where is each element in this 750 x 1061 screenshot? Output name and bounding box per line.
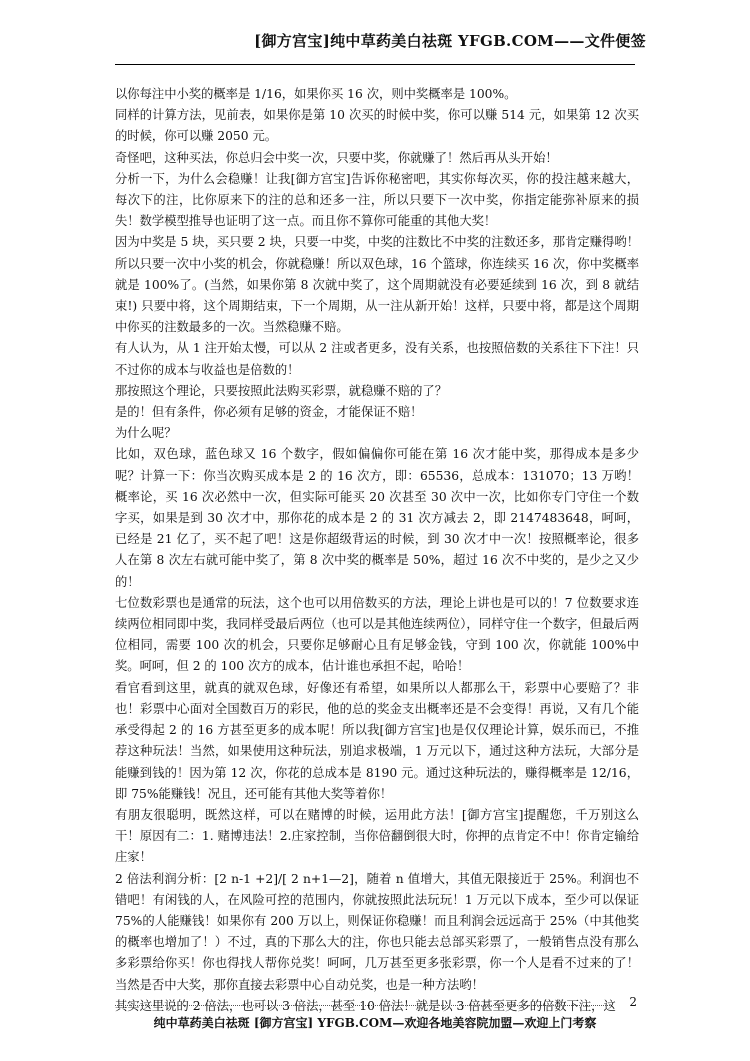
page-header: [御方宫宝]纯中草药美白祛斑 YFGB.COM——文件便签	[254, 32, 646, 50]
page-footer: 纯中草药美白祛斑 [御方宫宝] YFGB.COM—欢迎各地美容院加盟—欢迎上门考察	[153, 1016, 597, 1030]
paragraph: 奇怪吧，这种买法，你总归会中奖一次，只要中奖，你就赚了！然后再从头开始！	[115, 150, 558, 165]
document-body	[115, 84, 639, 1017]
paragraph: 2 倍法利润分析：[2 n-1 +2]/[ 2 n+1—2]，随着 n 值增大，其值无限接近于 25%。利润也不错吧！有闲钱的人，在风险可控的范围内，你就按照此法玩玩！1 万元以下成本，至少可以保证 75%的人能赚钱！如果你有 200 万以上，则保证你稳赚！而且利润会远远高于 25%（中其他奖的概率也增加了！）不过，真的下那么大的注，你也只能去总部买彩票了，一般销售点没有那么多彩票给你买！你也得找人帮你兑奖！呵呵，几万甚至更多张彩票，你一个人是看不过来的了！当然是否中大奖，那你直接去彩票中心自动兑奖，也是一种方法哟！	[115, 871, 639, 992]
paragraph: 以你每注中小奖的概率是 1/16，如果你买 16 次，则中奖概率是 100%。	[115, 87, 517, 101]
paragraph: 七位数彩票也是通常的玩法，这个也可以用倍数买的方法，理论上讲也是可以的！7 位数要求连续两位相同即中奖，我同样受最后两位（也可以是其他连续两位），同样守住一个数字，但最后两位相同，需要 100 次的机会，只要你足够耐心且有足够金钱，守到 100 次，你就能 100%中奖。呵呵，但 2 的 100 次方的成本，估计谁也承担不起，哈哈！	[115, 595, 639, 674]
page-number: 2	[629, 995, 637, 1009]
paragraph: 有人认为，从 1 注开始太慢，可以从 2 注或者更多，没有关系，也按照倍数的关系往下下注！只不过你的成本与收益也是倍数的！	[115, 341, 639, 377]
paragraph: 有朋友很聪明，既然这样，可以在赌博的时候，运用此方法！[御方宫宝]提醒您，千万别这么干！原因有二：1. 赌博违法！2.庄家控制，当你倍翻倒很大时，你押的点肯定不中！你肯定输给庄家！	[115, 807, 639, 865]
paragraph: 为什么呢？	[115, 426, 177, 441]
paragraph: 是的！但有条件，你必须有足够的资金，才能保证不赔！	[115, 405, 423, 420]
footer-divider	[115, 1005, 610, 1006]
paragraph: 因为中奖是 5 块，买只要 2 块，只要一中奖，中奖的注数比不中奖的注数还多，那肯定赚得哟！所以只要一次中小奖的机会，你就稳赚！所以双色球，16 个篮球，你连续买 16 次，你中奖概率就是 100%了。(当然，如果你第 8 次就中奖了，这个周期就没有必要延续到 16 次，到 8 就结束!) 只要中将，这个周期结束，下一个周期，从一注从新开始！这样，只要中将，都是这个周期中你买的注数最多的一次。当然稳赚不赔。	[115, 235, 639, 335]
paragraph: 比如，双色球，蓝色球又 16 个数字，假如偏偏你可能在第 16 次才能中奖，那得成本是多少呢？计算一下：你当次购买成本是 2 的 16 次方，即：65536，总成本：131070；13 万哟！概率论，买 16 次必然中一次，但实际可能买 20 次甚至 30 次中一次，比如你专门守住一个数字买，如果是到 30 次才中，那你花的成本是 2 的 31 次方减去 2，即 2147483648，呵呵，已经是 21 亿了，买不起了吧！这是你超级背运的时候，到 30 次才中一次！按照概率论，很多人在第 8 次左右就可能中奖了，第 8 次中奖的概率是 50%，超过 16 次不中奖的，是少之又少的！	[115, 447, 639, 589]
paragraph: 那按照这个理论，只要按照此法购买彩票，就稳赚不赔的了？	[115, 383, 448, 398]
paragraph: 其实这里说的 2 倍法，也可以 3 倍法，甚至 10 倍法！就是以 3 倍甚至更多的倍数下注，这	[115, 998, 616, 1013]
paragraph: 看官看到这里，就真的就双色球，好像还有希望，如果所以人都那么干，彩票中心要赔了？非也！彩票中心面对全国数百万的彩民，他的总的奖金支出概率还是不会变得！再说，又有几个能承受得起 2 的 16 方甚至更多的成本呢！所以我[御方宫宝]也是仅仅理论计算，娱乐而已，不推荐这种玩法！当然，如果使用这种玩法，别追求极端，1 万元以下，通过这种方法玩，大部分是能赚到钱的！因为第 12 次，你花的总成本是 8190 元。通过这种玩法的，赚得概率是 12/16，即 75%能赚钱！况且，还可能有其他大奖等着你！	[115, 680, 639, 801]
paragraph: 分析一下，为什么会稳赚！让我[御方宫宝]告诉你秘密吧，其实你每次买，你的投注越来越大，每次下的注，比你原来下的注的总和还多一注，所以只要下一次中奖，你指定能弥补原来的损失！数学模型推导也证明了这一点。而且你不算你可能重的其他大奖！	[115, 171, 639, 229]
header-divider	[115, 64, 635, 65]
paragraph: 同样的计算方法，见前表，如果你是第 10 次买的时候中奖，你可以赚 514 元，如果第 12 次买的时候，你可以赚 2050 元。	[115, 108, 639, 144]
